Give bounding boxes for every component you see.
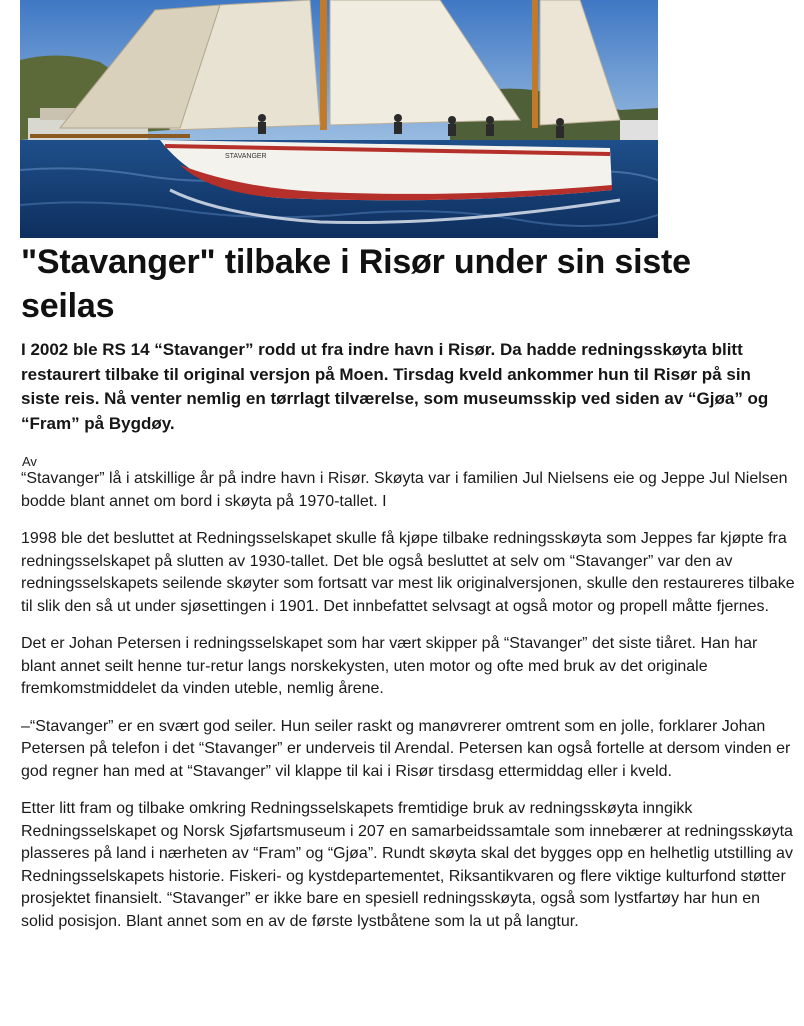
boat-name-on-hull: STAVANGER: [225, 153, 267, 160]
body-paragraph: Det er Johan Petersen i redningsselskapet som har vært skipper på “Stavanger” det siste tiåret. Han har blant annet seilt henne tur-retur langs norskekysten, uten motor og ofte med bruk av det originale fremkomstmiddelet da vinden uteble, nemlig årene.: [21, 635, 758, 697]
article-byline: Av: [22, 454, 37, 469]
article-photo: [20, 0, 658, 238]
body-paragraph: –“Stavanger” er en svært god seiler. Hun seiler raskt og manøvrerer omtrent som en jolle, forklarer Johan Petersen på telefon i det “Stavanger” er underveis til Arendal. Petersen kan også fortelle at dersom vinden er god regner han med at “Stavanger” vil klappe til kai i Risør tirsdasg ettermiddag eller i kveld.: [21, 717, 791, 780]
body-paragraph: 1998 ble det besluttet at Redningsselskapet skulle få kjøpe tilbake redningsskøyta som Jeppes far kjøpte fra redningsselskapet på slutten av 1930-tallet. Det ble også besluttet at selv om “Stavanger” var den av redningsselskapets seilende skøyter som fortsatt var mest lik originalversjonen, skulle den restaureres tilbake til slik den så ut under sjøsettingen i 1901. Det innbefattet selvsagt at også motor og propell måtte fjernes.: [21, 530, 795, 615]
body-paragraph: Etter litt fram og tilbake omkring Redningsselskapets fremtidige bruk av redningsskøyta inngikk Redningsselskapet og Norsk Sjøfartsmuseum i 207 en samarbeidssamtale som innebærer at redningsskøyta plasseres på land i nærheten av “Fram” og “Gjøa”. Rundt skøyta skal det bygges opp en helhetlig utstilling av Redningsselskapets historie. Fiskeri- og kystdepartementet, Riksantikvaren og flere viktige kulturfond støtter prosjektet finansielt. “Stavanger” er ikke bare en spesiell redningsskøyta, også som lystfartøy har hun en solid posisjon. Blant annet som en av de første lystbåtene som la ut på langtur.: [21, 800, 793, 930]
article-lead: I 2002 ble RS 14 “Stavanger” rodd ut fra indre havn i Risør. Da hadde redningsskøyta blitt restaurert tilbake til original versjon på Moen. Tirsdag kveld ankommer hun til Risør på sin siste reis. Nå venter nemlig en tørrlagt tilværelse, som museumsskip ved siden av “Gjøa” og “Fram” på Bygdøy.: [21, 340, 769, 433]
article-headline: "Stavanger" tilbake i Risør under sin siste seilas: [21, 243, 691, 325]
article-body: [21, 468, 795, 948]
body-paragraph: “Stavanger” lå i atskillige år på indre havn i Risør. Skøyta var i familien Jul Nielsens eie og Jeppe Jul Nielsen bodde blant annet om bord i skøyta på 1970-tallet. I: [21, 470, 788, 510]
